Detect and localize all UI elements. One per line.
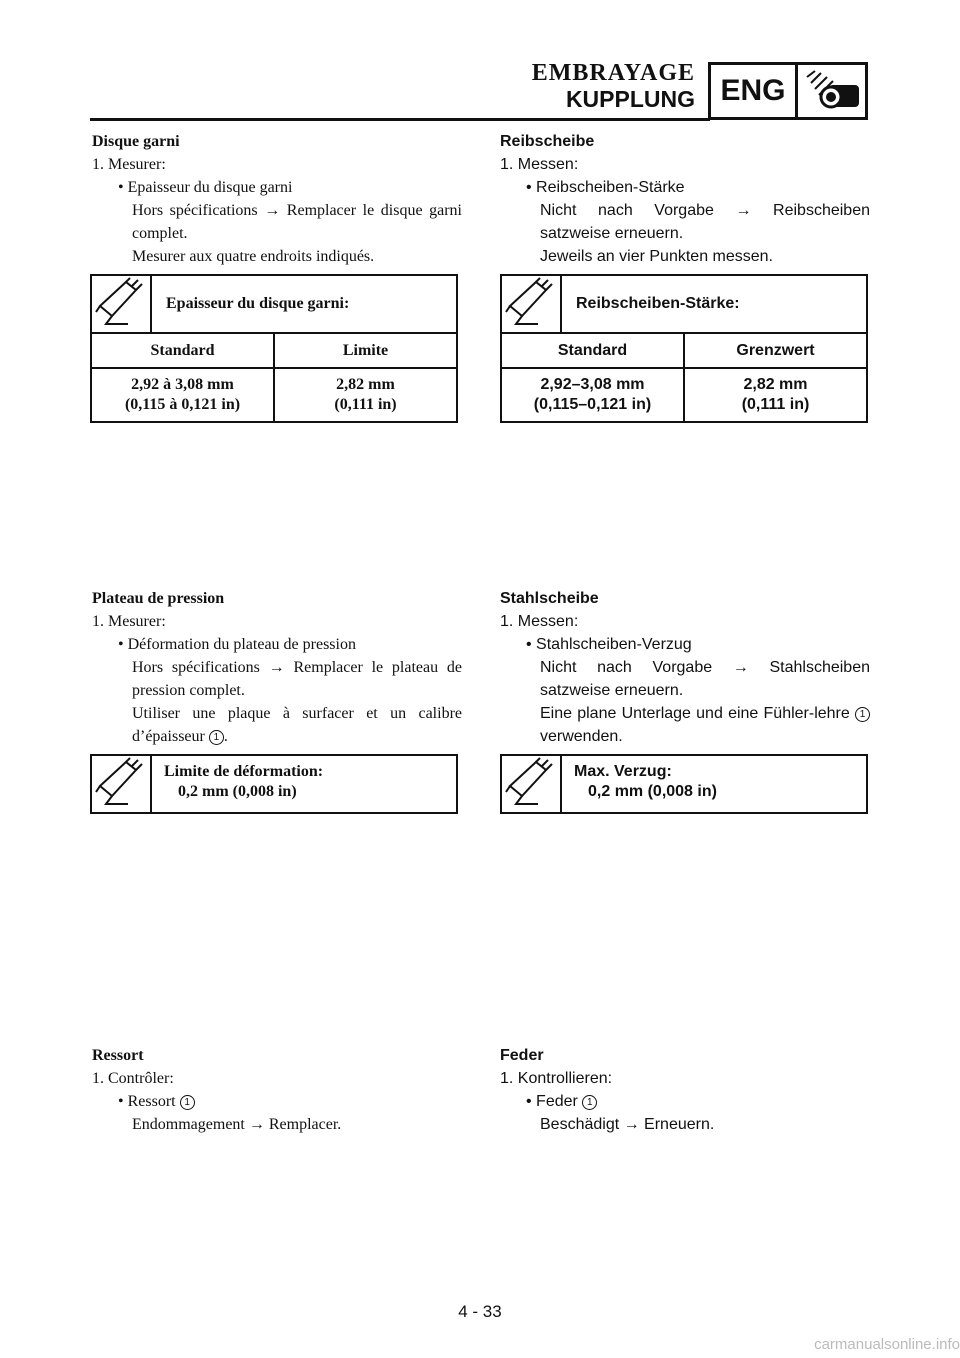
bullet-label: • Ressort: [118, 1093, 176, 1110]
limit-title: Limite de déformation:: [164, 763, 324, 780]
instruction-text: Hors spécifications → Remplacer le disque garni complet.: [132, 202, 462, 242]
section-steel-plate-de: [500, 587, 870, 748]
section-pressure-plate-fr: [92, 587, 462, 748]
limit-value: [275, 369, 456, 421]
value-line: (0,111 in): [741, 396, 810, 413]
caliper-icon: [92, 756, 152, 812]
engine-piston-icon: [801, 67, 865, 115]
step-text: 1. Kontrollieren:: [500, 1070, 613, 1087]
limit-value: [685, 369, 866, 421]
standard-value: [92, 369, 275, 421]
step-text: 1. Contrôler:: [92, 1070, 174, 1087]
instruction-part: .: [223, 728, 228, 745]
instruction-part: Eine plane Unterlage und eine Fühler-lehre: [540, 705, 850, 722]
value-line: 2,82 mm: [336, 376, 395, 393]
col-header-standard: Standard: [92, 334, 275, 367]
standard-value: [502, 369, 685, 421]
col-header-limit: Grenzwert: [736, 342, 815, 359]
instruction-text: Nicht nach Vorgabe → Stahlscheiben satzweise erneuern.: [540, 659, 870, 699]
step-text: 1. Messen:: [500, 156, 579, 173]
limit-box-de: [500, 754, 868, 814]
spec-title: Reibscheiben-Stärke:: [576, 295, 740, 312]
bullet-label: • Feder: [526, 1093, 578, 1110]
section-clutch-disc-fr: [92, 130, 462, 268]
instruction-part: verwenden.: [540, 728, 623, 745]
badge-label: ENG: [720, 74, 786, 107]
chapter-title-de: KUPPLUNG: [565, 86, 695, 112]
limit-value: 0,2 mm (0,008 in): [588, 783, 717, 800]
instruction-text: Hors spécifications → Remplacer le plateau de pression complet.: [132, 659, 462, 699]
bullet-text: • Reibscheiben-Stärke: [526, 179, 685, 196]
watermark: carmanualsonline.info: [814, 1336, 960, 1353]
value-line: 2,92 à 3,08 mm: [131, 376, 234, 393]
section-heading: Ressort: [92, 1047, 144, 1064]
bullet-text: • Epaisseur du disque garni: [118, 179, 293, 196]
instruction-text: [500, 702, 870, 748]
caliper-icon: [502, 756, 562, 812]
instruction-text: [92, 702, 462, 748]
caliper-icon: [502, 276, 562, 332]
section-badge: [708, 62, 868, 120]
value-line: 2,82 mm: [743, 376, 808, 393]
chapter-title-fr: EMBRAYAGE: [531, 60, 695, 86]
callout-number: 1: [855, 707, 870, 722]
step-text: 1. Messen:: [500, 613, 579, 630]
bullet-text: • Stahlscheiben-Verzug: [526, 636, 692, 653]
spec-table-fr: [90, 274, 458, 423]
instruction-text: Jeweils an vier Punkten messen.: [540, 248, 773, 265]
instruction-text: Nicht nach Vorgabe → Reibscheiben satzweise erneuern.: [540, 202, 870, 242]
step-text: 1. Mesurer:: [92, 613, 166, 630]
bullet-text: [500, 1090, 870, 1113]
section-heading: Plateau de pression: [92, 590, 225, 607]
limit-title: Max. Verzug:: [574, 763, 672, 780]
callout-number: 1: [209, 730, 224, 745]
value-line: (0,115 à 0,121 in): [124, 396, 241, 413]
spec-table-de: [500, 274, 868, 423]
instruction-part: Utiliser une plaque à surfacer et un calibre d’épaisseur: [132, 705, 462, 745]
limit-box-fr: [90, 754, 458, 814]
header-rule: [90, 118, 710, 121]
value-line: 2,92–3,08 mm: [540, 376, 645, 393]
value-line: (0,111 in): [334, 396, 397, 413]
spec-title: Epaisseur du disque garni:: [166, 295, 350, 312]
step-text: 1. Mesurer:: [92, 156, 166, 173]
limit-value: 0,2 mm (0,008 in): [178, 783, 297, 800]
bullet-text: • Déformation du plateau de pression: [118, 636, 356, 653]
caliper-icon: [92, 276, 152, 332]
section-heading: Disque garni: [92, 133, 180, 150]
section-clutch-disc-de: [500, 130, 870, 268]
instruction-text: Mesurer aux quatre endroits indiqués.: [132, 248, 375, 265]
page-number: 4 - 33: [458, 1302, 502, 1321]
section-spring-de: [500, 1044, 870, 1136]
value-line: (0,115–0,121 in): [533, 396, 652, 413]
col-header-standard: Standard: [502, 334, 685, 367]
instruction-text: Endommagement → Remplacer.: [132, 1116, 342, 1133]
callout-number: 1: [180, 1095, 195, 1110]
badge-divider: [795, 65, 798, 117]
callout-number: 1: [582, 1095, 597, 1110]
section-spring-fr: [92, 1044, 462, 1136]
col-header-limit: Limite: [342, 342, 389, 359]
section-heading: Stahlscheibe: [500, 590, 599, 607]
bullet-text: [92, 1090, 462, 1113]
section-heading: Feder: [500, 1047, 544, 1064]
section-heading: Reibscheibe: [500, 133, 595, 150]
instruction-text: Beschädigt → Erneuern.: [540, 1116, 715, 1133]
